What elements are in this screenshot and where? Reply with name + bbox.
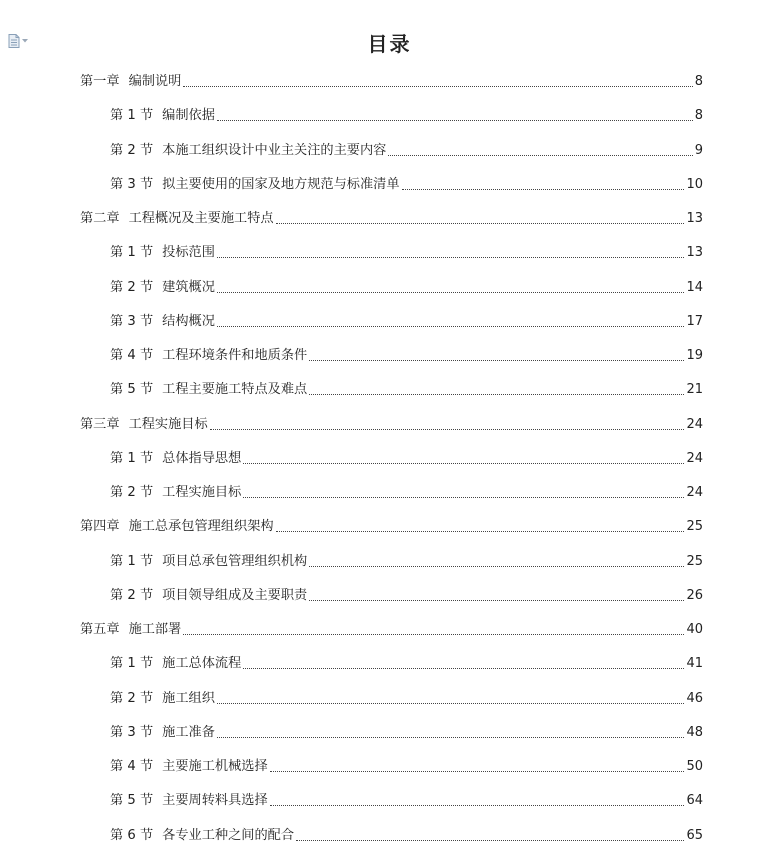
toc-section-entry[interactable] — [110, 278, 703, 296]
toc-section-entry[interactable] — [110, 106, 703, 124]
toc-entry-label: 工程实施目标 — [162, 485, 242, 500]
toc-entry-title — [110, 759, 268, 775]
toc-page-number: 14 — [686, 279, 703, 295]
toc-entry-number: 第 3 节 — [110, 313, 154, 329]
toc-leader-dots — [309, 393, 684, 395]
toc-entry-number: 第 3 节 — [110, 724, 154, 740]
toc-entry-title — [110, 451, 241, 467]
toc-leader-dots — [217, 256, 685, 258]
toc-entry-number: 第四章 — [80, 519, 120, 535]
toc-page-number: 24 — [686, 416, 703, 432]
toc-entry-title — [110, 828, 294, 844]
toc-page-number: 8 — [694, 74, 703, 89]
toc-entry-label: 项目领导组成及主要职责 — [162, 587, 308, 603]
toc-entry-title — [110, 280, 215, 296]
toc-page-number: 40 — [686, 622, 703, 637]
toc-entry-number: 第 4 节 — [110, 348, 154, 363]
toc-entry-number: 第 5 节 — [110, 382, 154, 398]
toc-page-number: 19 — [686, 348, 703, 363]
toc-entry-title — [110, 485, 241, 501]
toc-entry-number: 第 6 节 — [110, 827, 154, 843]
toc-entry-number: 第 2 节 — [110, 279, 154, 295]
toc-leader-dots — [309, 599, 684, 601]
toc-chapter-entry[interactable] — [80, 415, 703, 433]
toc-page-number: 13 — [686, 211, 703, 226]
toc-entry-label: 编制说明 — [128, 74, 182, 89]
toc-entry-title — [110, 177, 400, 193]
toc-entry-label: 工程实施目标 — [128, 416, 208, 432]
toc-leader-dots — [402, 188, 685, 190]
toc-page-number: 21 — [686, 382, 703, 398]
toc-section-entry[interactable] — [110, 791, 703, 809]
toc-page-number: 65 — [686, 827, 703, 843]
toc-leader-dots — [276, 530, 685, 532]
toc-chapter-entry[interactable] — [80, 209, 703, 227]
toc-entry-label: 主要周转料具选择 — [162, 793, 268, 809]
toc-entry-label: 总体指导思想 — [162, 450, 242, 466]
toc-section-entry[interactable] — [110, 826, 703, 844]
toc-entry-title — [110, 382, 307, 398]
toc-entry-label: 施工总承包管理组织架构 — [128, 519, 274, 535]
toc-page-number: 13 — [686, 245, 703, 261]
toc-leader-dots — [183, 633, 684, 635]
toc-leader-dots — [388, 154, 692, 156]
toc-entry-title — [80, 74, 181, 90]
toc-entry-title — [110, 691, 215, 707]
toc-leader-dots — [270, 770, 685, 772]
toc-section-entry[interactable] — [110, 723, 703, 741]
toc-chapter-entry[interactable] — [80, 620, 703, 638]
toc-page-number: 46 — [686, 690, 703, 706]
toc-entry-number: 第二章 — [80, 211, 120, 226]
toc-page-number: 8 — [694, 108, 703, 124]
toc-page-number: 9 — [694, 142, 703, 158]
toc-entry-number: 第 3 节 — [110, 176, 154, 192]
toc-leader-dots — [217, 291, 685, 293]
toc-entry-number: 第三章 — [80, 416, 120, 432]
toc-entry-label: 工程主要施工特点及难点 — [162, 382, 308, 398]
toc-leader-dots — [309, 359, 684, 361]
toc-section-entry[interactable] — [110, 346, 703, 364]
toc-leader-dots — [210, 428, 685, 430]
toc-entry-label: 编制依据 — [162, 108, 215, 124]
toc-page-number: 25 — [686, 553, 703, 569]
toc-entry-title — [110, 793, 268, 809]
toc-page-number: 50 — [686, 759, 703, 774]
toc-section-entry[interactable] — [110, 552, 703, 570]
toc-entry-title — [80, 417, 208, 433]
toc-entry-number: 第 2 节 — [110, 142, 154, 158]
toc-section-entry[interactable] — [110, 483, 703, 501]
toc-section-entry[interactable] — [110, 757, 703, 775]
toc-entry-label: 施工部署 — [128, 622, 182, 637]
toc-page-number: 24 — [686, 485, 703, 500]
toc-page-number: 24 — [686, 450, 703, 466]
toc-leader-dots — [217, 119, 693, 121]
toc-entry-title — [110, 108, 215, 124]
toc-entry-title — [80, 519, 274, 535]
toc-leader-dots — [217, 736, 685, 738]
toc-entry-label: 主要施工机械选择 — [162, 759, 268, 774]
toc-entry-label: 建筑概况 — [162, 279, 215, 295]
toc-entry-number: 第一章 — [80, 74, 120, 89]
toc-leader-dots — [217, 325, 685, 327]
toc-leader-dots — [243, 496, 684, 498]
toc-entry-number: 第 2 节 — [110, 587, 154, 603]
toc-entry-label: 项目总承包管理组织机构 — [162, 553, 308, 569]
toc-entry-title — [80, 211, 274, 227]
toc-entry-title — [110, 314, 215, 330]
toc-page-number: 17 — [686, 313, 703, 329]
toc-section-entry[interactable] — [110, 243, 703, 261]
toc-entry-number: 第 5 节 — [110, 793, 154, 809]
toc-page-number: 64 — [686, 793, 703, 809]
toc-entry-number: 第 4 节 — [110, 759, 154, 774]
toc-entry-label: 本施工组织设计中业主关注的主要内容 — [162, 142, 387, 158]
toc-entry-label: 各专业工种之间的配合 — [162, 827, 295, 843]
toc-entry-number: 第 2 节 — [110, 690, 154, 706]
toc-entry-number: 第 1 节 — [110, 450, 154, 466]
toc-entry-label: 结构概况 — [162, 313, 215, 329]
toc-leader-dots — [296, 839, 684, 841]
toc-section-entry[interactable] — [110, 175, 703, 193]
toc-entry-label: 施工总体流程 — [162, 656, 242, 672]
toc-section-entry[interactable] — [110, 654, 703, 672]
toc-entry-title — [110, 245, 215, 261]
page-title: 目录 — [367, 32, 412, 56]
toc-entry-title — [110, 588, 307, 604]
toc-chapter-entry[interactable] — [80, 517, 703, 535]
toc-entry-number: 第 2 节 — [110, 485, 154, 500]
toc-entry-number: 第 1 节 — [110, 553, 154, 569]
toc-entry-title — [110, 656, 241, 672]
toc-section-entry[interactable] — [110, 380, 703, 398]
toc-entry-title — [110, 554, 307, 570]
toc-entry-label: 拟主要使用的国家及地方规范与标准清单 — [162, 176, 400, 192]
toc-page-number: 10 — [686, 176, 703, 192]
toc-entry-title — [110, 725, 215, 741]
toc-section-entry[interactable] — [110, 449, 703, 467]
toc-page-number: 41 — [686, 656, 703, 672]
toc-leader-dots — [183, 85, 692, 87]
toc-page-number: 26 — [686, 587, 703, 603]
toc-leader-dots — [309, 565, 684, 567]
toc-entry-label: 投标范围 — [162, 245, 215, 261]
toc-entry-number: 第 1 节 — [110, 245, 154, 261]
toc-leader-dots — [243, 462, 684, 464]
toc-entry-label: 工程环境条件和地质条件 — [162, 348, 308, 363]
toc-entry-title — [80, 622, 181, 638]
toc-page-number: 25 — [686, 519, 703, 535]
toc-leader-dots — [243, 667, 684, 669]
toc-entry-number: 第 1 节 — [110, 656, 154, 672]
toc-entry-title — [110, 348, 307, 364]
toc-section-entry[interactable] — [110, 141, 703, 159]
toc-section-entry[interactable] — [110, 312, 703, 330]
toc-section-entry[interactable] — [110, 689, 703, 707]
toc-leader-dots — [270, 804, 685, 806]
toc-section-entry[interactable] — [110, 586, 703, 604]
toc-page-number: 48 — [686, 724, 703, 740]
toc-entry-title — [110, 143, 386, 159]
toc-leader-dots — [217, 702, 685, 704]
toc-entry-number: 第五章 — [80, 622, 120, 637]
toc-chapter-entry[interactable] — [80, 72, 703, 90]
toc-entry-label: 施工组织 — [162, 690, 215, 706]
toc-entry-label: 施工准备 — [162, 724, 215, 740]
toc-leader-dots — [276, 222, 685, 224]
toc-entry-label: 工程概况及主要施工特点 — [128, 211, 274, 226]
toc-entry-number: 第 1 节 — [110, 108, 154, 124]
